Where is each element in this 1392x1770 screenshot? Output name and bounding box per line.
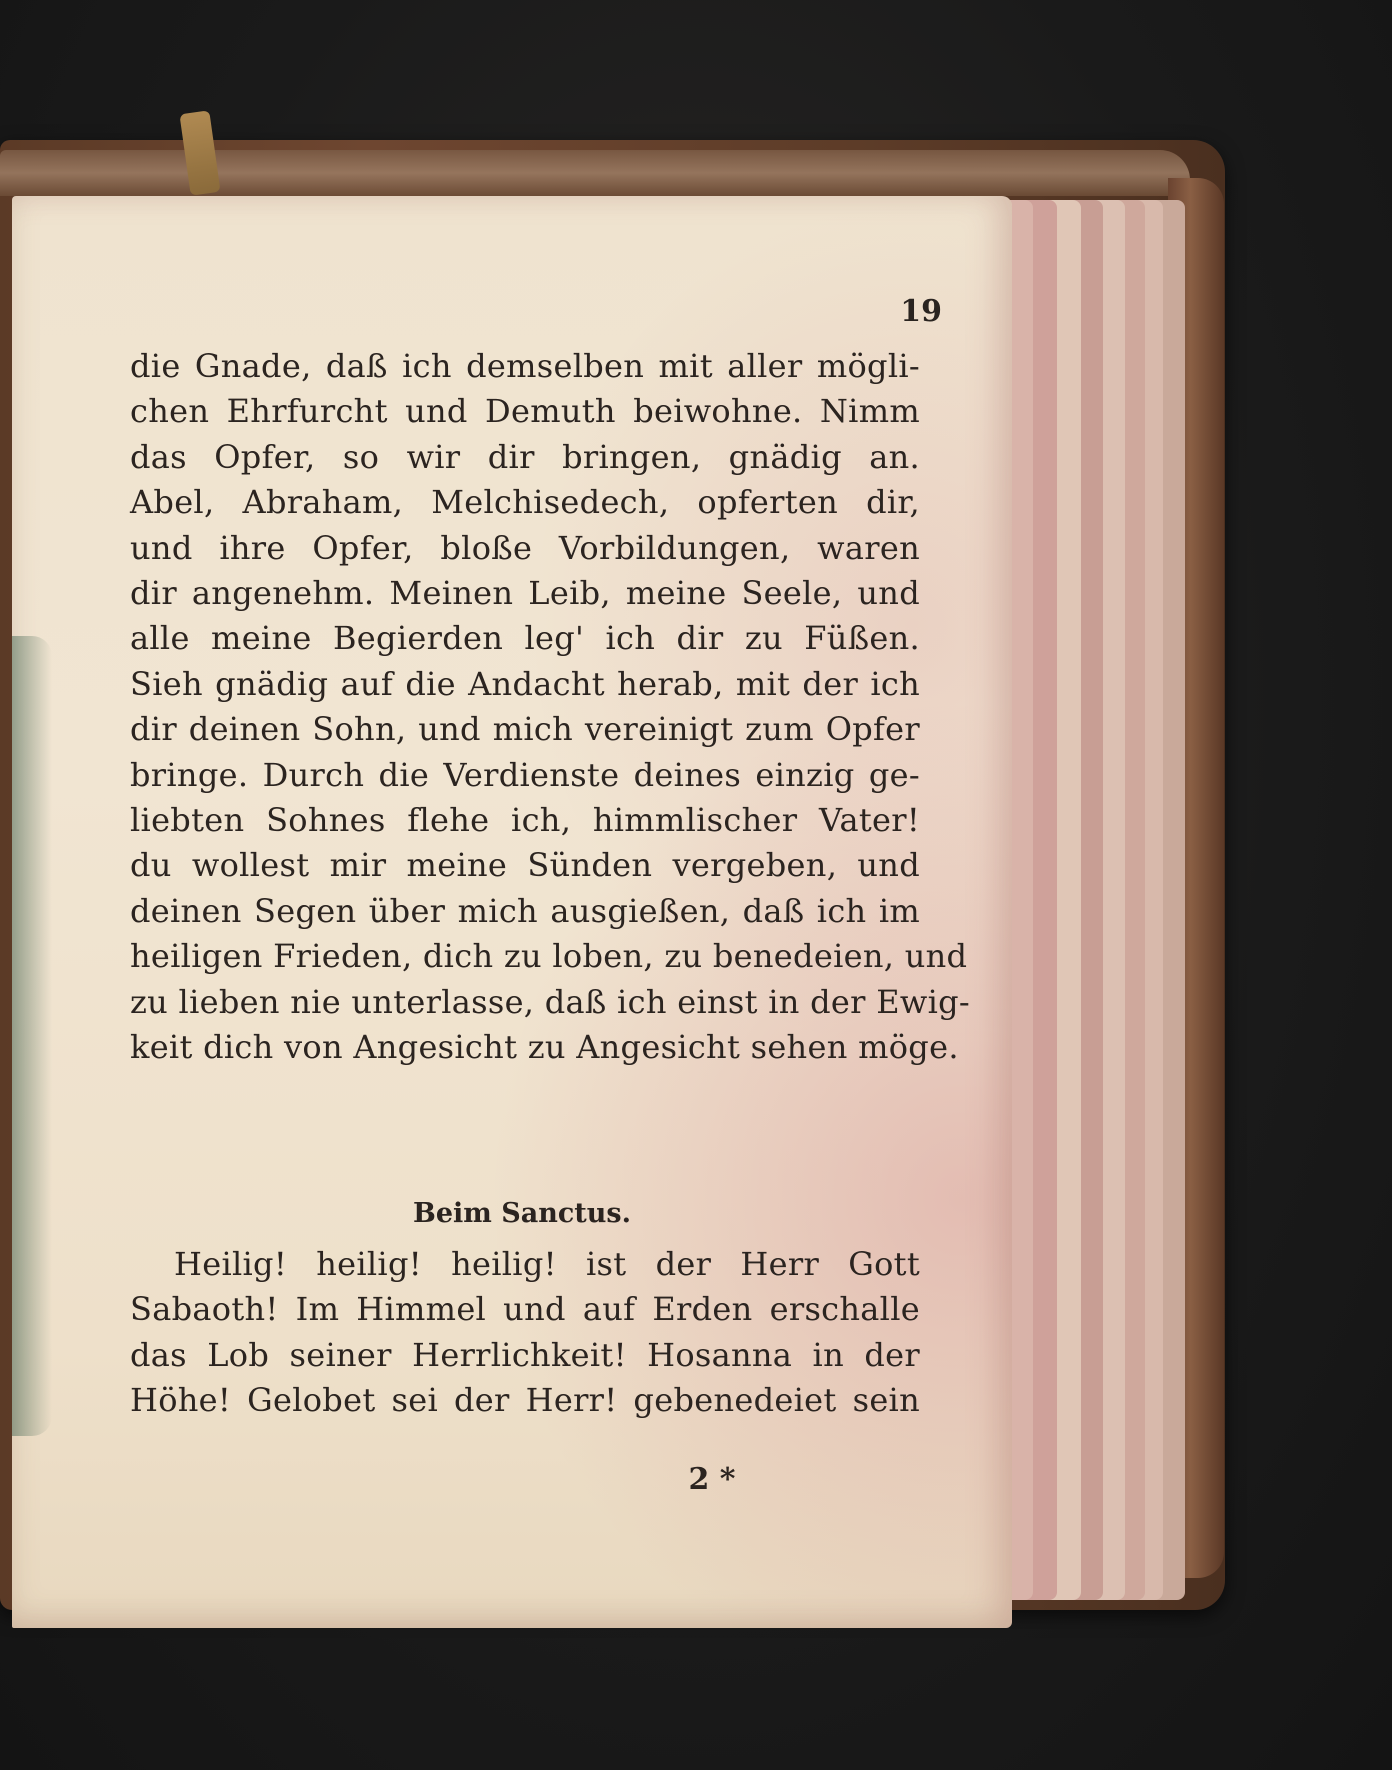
text-line: chen Ehrfurcht und Demuth beiwohne. Nimm xyxy=(130,392,920,431)
text-line: das Lob seiner Herrlichkeit! Hosanna in der xyxy=(130,1335,920,1374)
text-line: dir angenehm. Meinen Leib, meine Seele, und xyxy=(130,574,920,613)
main-text-block xyxy=(130,344,971,1071)
text-line: und ihre Opfer, bloße Vorbildungen, waren xyxy=(130,528,920,567)
page-stain xyxy=(12,636,52,1436)
text-line: alle meine Begierden leg' ich dir zu Füßen. xyxy=(130,619,920,658)
book-page xyxy=(12,196,1012,1628)
text-line: deinen Segen über mich ausgießen, daß ich im xyxy=(130,891,920,930)
text-line: Abel, Abraham, Melchisedech, opferten dir, xyxy=(130,483,920,522)
text-line: Höhe! Gelobet sei der Herr! gebenedeiet sein xyxy=(130,1381,920,1420)
page-block-edges xyxy=(985,200,1185,1600)
cover-top-edge xyxy=(0,150,1190,196)
page-number: 19 xyxy=(900,294,942,329)
text-line: du wollest mir meine Sünden vergeben, und xyxy=(130,846,920,885)
text-line: liebten Sohnes flehe ich, himmlischer Vater! xyxy=(130,801,920,840)
text-line: dir deinen Sohn, und mich vereinigt zum Opfer xyxy=(130,710,920,749)
text-line: Heilig! heilig! heilig! ist der Herr Gott xyxy=(174,1245,920,1283)
section-text-block xyxy=(130,1242,920,1424)
text-line: heiligen Frieden, dich zu loben, zu benedeien, und xyxy=(130,937,968,976)
text-line: keit dich von Angesicht zu Angesicht sehen möge. xyxy=(130,1028,959,1067)
text-line: bringe. Durch die Verdienste deines einzig ge- xyxy=(130,755,920,794)
text-line: das Opfer, so wir dir bringen, gnädig an. xyxy=(130,437,920,476)
text-line: zu lieben nie unterlasse, daß ich einst in der Ewig- xyxy=(130,982,971,1021)
text-line: Sieh gnädig auf die Andacht herab, mit der ich xyxy=(130,664,920,703)
signature-mark: 2 * xyxy=(688,1462,736,1497)
text-line: die Gnade, daß ich demselben mit aller mögli- xyxy=(130,347,920,385)
section-heading: Beim Sanctus. xyxy=(413,1198,631,1229)
text-line: Sabaoth! Im Himmel und auf Erden erschalle xyxy=(130,1290,920,1329)
